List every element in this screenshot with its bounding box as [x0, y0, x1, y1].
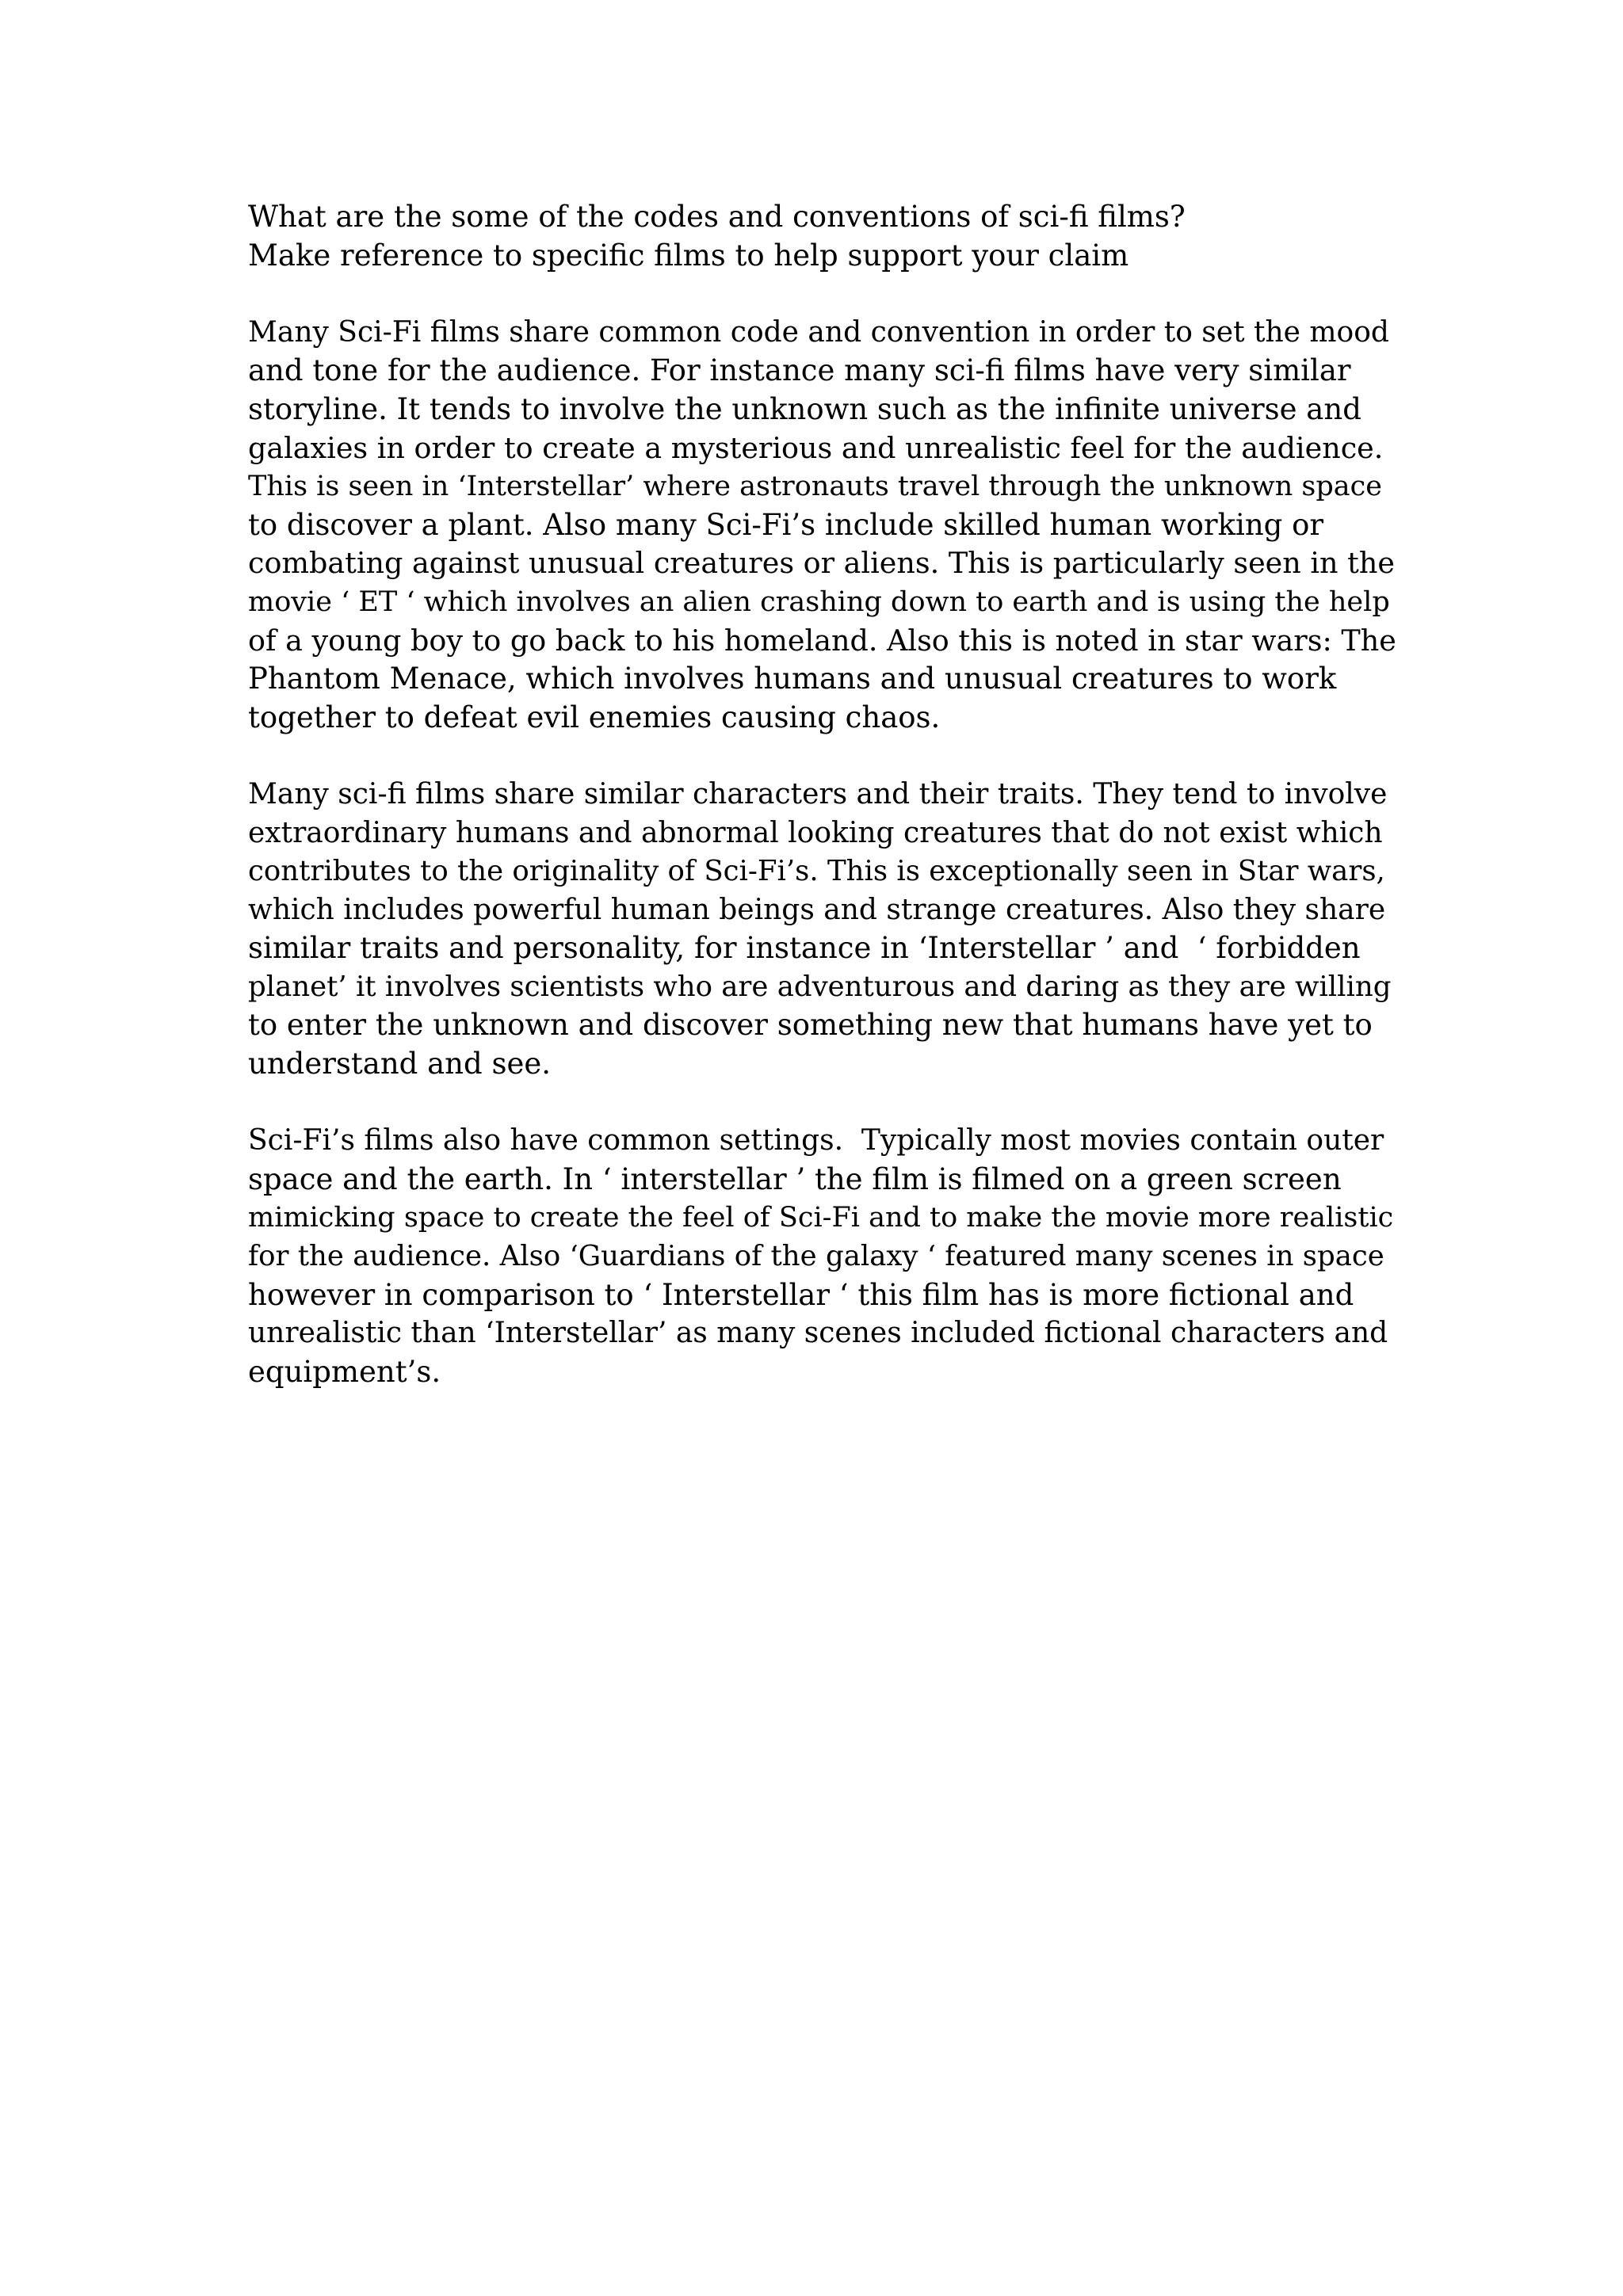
paragraph-line: mimicking space to create the feel of Sci-Fi and to make the movie more realistic	[248, 1202, 1394, 1234]
paragraph-line: extraordinary humans and abnormal looking creatures that do not exist which	[248, 816, 1383, 849]
paragraph-line: movie ‘ ET ‘ which involves an alien crashing down to earth and is using the help	[248, 585, 1390, 618]
paragraph-line: galaxies in order to create a mysterious and unrealistic feel for the audience.	[248, 430, 1384, 465]
paragraph-line: contributes to the originality of Sci-Fi’s. This is exceptionally seen in Star wars,	[248, 855, 1385, 888]
paragraph-line: Many Sci-Fi films share common code and convention in order to set the mood	[248, 315, 1389, 349]
paragraph-line: for the audience. Also ‘Guardians of the galaxy ‘ featured many scenes in space	[248, 1240, 1384, 1273]
paragraph-line: to discover a plant. Also many Sci-Fi’s include skilled human working or	[248, 507, 1324, 542]
paragraph-storyline	[248, 314, 1397, 738]
paragraph-characters	[248, 776, 1397, 1084]
question-block	[248, 198, 1397, 275]
paragraph-line: to enter the unknown and discover something new that humans have yet to	[248, 1008, 1373, 1043]
paragraph-line: Many sci-fi films share similar characters and their traits. They tend to involve	[248, 777, 1388, 810]
paragraph-line: planet’ it involves scientists who are adventurous and daring as they are willing	[248, 970, 1392, 1003]
paragraph-line: unrealistic than ‘Interstellar’ as many scenes included fictional characters and	[248, 1317, 1388, 1350]
paragraph-line: storyline. It tends to involve the unknown such as the infinite universe and	[248, 391, 1361, 426]
question-line: What are the some of the codes and conventions of sci-fi films?	[248, 200, 1186, 234]
paragraph-line: Sci-Fi’s films also have common settings. Typically most movies contain outer	[248, 1124, 1384, 1158]
paragraph-line: of a young boy to go back to his homeland. Also this is noted in star wars: The	[248, 623, 1396, 658]
paragraph-line: This is seen in ‘Interstellar’ where astronauts travel through the unknown space	[248, 471, 1382, 503]
paragraph-line: Phantom Menace, which involves humans and unusual creatures to work	[248, 662, 1337, 696]
question-line: Make reference to specific films to help support your claim	[248, 238, 1129, 273]
paragraph-line: and tone for the audience. For instance many sci-fi films have very similar	[248, 353, 1351, 388]
paragraph-line: space and the earth. In ‘ interstellar ’ the film is filmed on a green screen	[248, 1161, 1342, 1196]
paragraph-line: which includes powerful human beings and strange creatures. Also they share	[248, 893, 1386, 926]
paragraph-line: equipment’s.	[248, 1354, 441, 1389]
paragraph-line: similar traits and personality, for instance in ‘Interstellar ’ and ‘ forbidden	[248, 931, 1361, 966]
paragraph-line: understand and see.	[248, 1047, 551, 1081]
document-body	[248, 198, 1397, 1430]
paragraph-line: together to defeat evil enemies causing chaos.	[248, 700, 941, 734]
paragraph-line: combating against unusual creatures or aliens. This is particularly seen in the	[248, 546, 1395, 581]
paragraph-settings	[248, 1122, 1397, 1391]
paragraph-line: however in comparison to ‘ Interstellar ‘ this film has is more fictional and	[248, 1277, 1354, 1312]
